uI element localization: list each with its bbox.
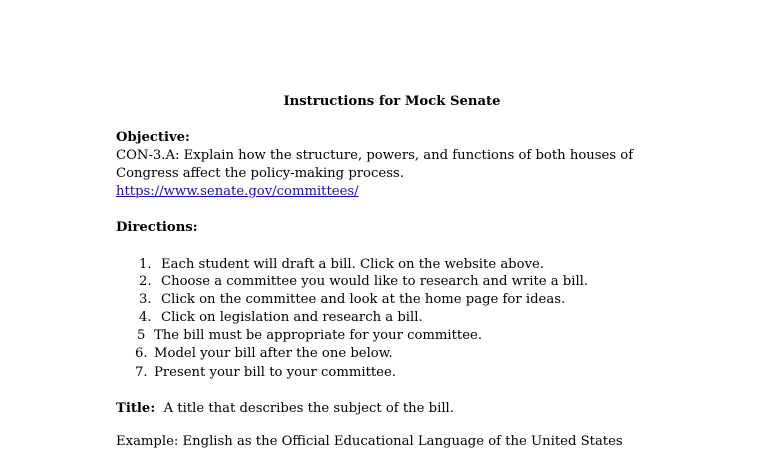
direction-text: Click on legislation and research a bill. bbox=[161, 310, 423, 325]
title-description: A title that describes the subject of the bill. bbox=[163, 401, 454, 416]
direction-item-5 bbox=[137, 327, 482, 345]
direction-item-1 bbox=[139, 256, 544, 274]
direction-number: 4. bbox=[139, 310, 152, 325]
direction-number: 2. bbox=[139, 274, 152, 289]
example-line-cutoff: Example: English as the Official Educational Language of the United States bbox=[116, 434, 623, 449]
direction-text: Model your bill after the one below. bbox=[154, 346, 393, 361]
direction-text: Choose a committee you would like to research and write a bill. bbox=[161, 274, 589, 289]
direction-text: Click on the committee and look at the home page for ideas. bbox=[161, 292, 566, 307]
direction-text: Present your bill to your committee. bbox=[154, 365, 396, 380]
direction-item-4 bbox=[139, 309, 423, 327]
direction-number: 1. bbox=[139, 257, 152, 272]
direction-text: Each student will draft a bill. Click on the website above. bbox=[161, 257, 545, 272]
direction-item-6 bbox=[135, 345, 393, 363]
objective-text-line-1: CON-3.A: Explain how the structure, powers, and functions of both houses of bbox=[116, 148, 634, 163]
document-title: Instructions for Mock Senate bbox=[283, 94, 501, 109]
direction-item-7 bbox=[135, 364, 396, 382]
objective-heading: Objective: bbox=[116, 130, 190, 145]
directions-heading: Directions: bbox=[116, 220, 198, 235]
direction-number: 5 bbox=[137, 328, 146, 343]
direction-number: 3. bbox=[139, 292, 152, 307]
senate-committees-link[interactable]: https://www.senate.gov/committees/ bbox=[116, 184, 359, 199]
direction-text: The bill must be appropriate for your committee. bbox=[154, 328, 483, 343]
direction-number: 7. bbox=[135, 365, 148, 380]
direction-item-3 bbox=[139, 291, 565, 309]
direction-item-2 bbox=[139, 273, 588, 291]
title-label: Title: bbox=[116, 401, 156, 416]
title-description-line bbox=[116, 400, 454, 418]
direction-number: 6. bbox=[135, 346, 148, 361]
objective-text-line-2: Congress affect the policy-making process. bbox=[116, 166, 404, 181]
